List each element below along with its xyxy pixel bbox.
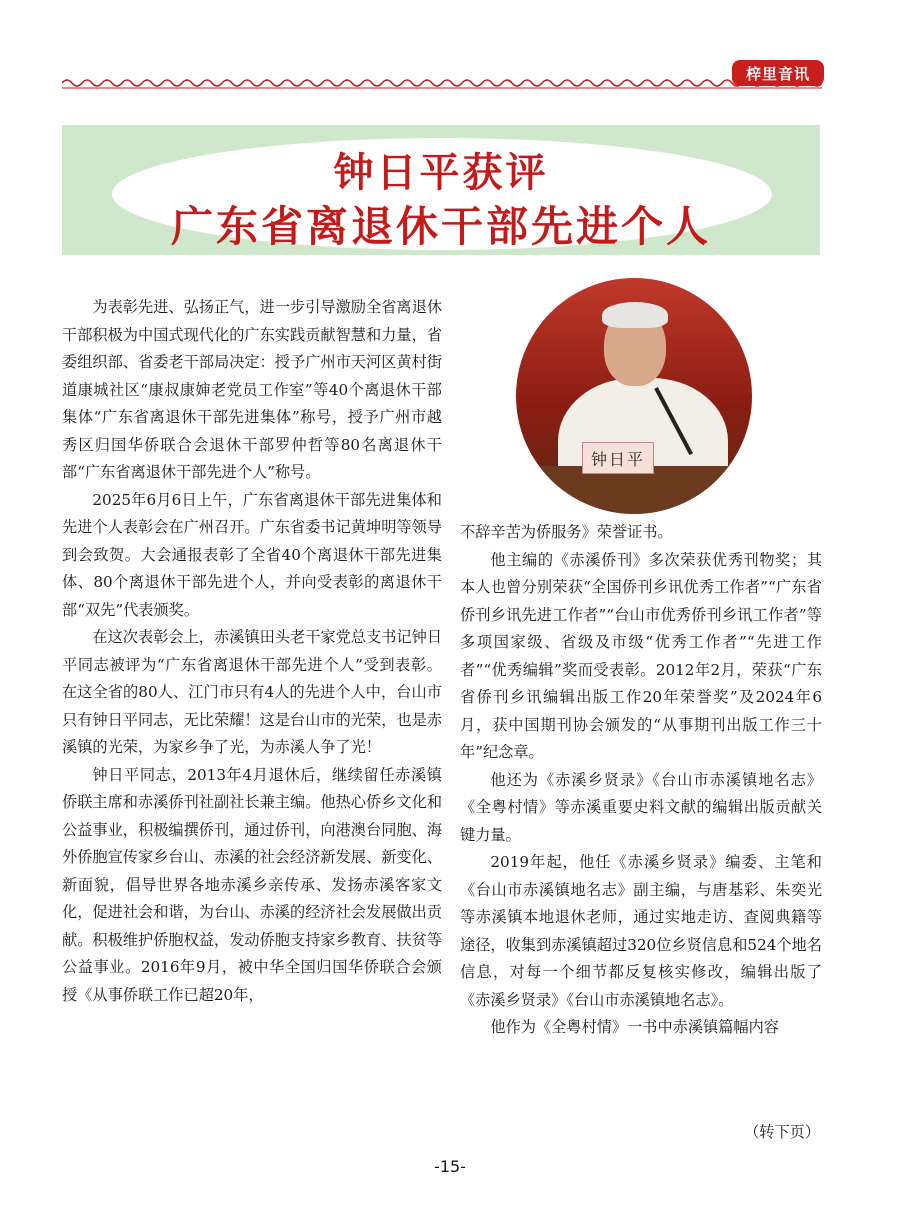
article-title-line2: 广东省离退休干部先进个人 (170, 202, 711, 251)
header-wave-rule (62, 74, 822, 92)
paragraph: 2019年起，他任《赤溪乡贤录》编委、主笔和《台山市赤溪镇地名志》副主编，与唐基彩、朱奕光等赤溪镇本地退休老师，通过实地走访、查阅典籍等途径，收集到赤溪镇超过320位乡贤信息和524个地名信息，对每一个细节都反复核实修改，编辑出版了《赤溪乡贤录》《台山市赤溪镇地名志》。 (460, 853, 822, 1009)
nameplate: 钟日平 (582, 442, 654, 474)
paragraph: 为表彰先进、弘扬正气，进一步引导激励全省离退休干部积极为中国式现代化的广东实践贡献智慧和力量，省委组织部、省委老干部局决定：授予广州市天河区黄村街道康城社区“康叔康婶老党员工作室”等40个离退休干部集体“广东省离退休干部先进集体”称号，授予广州市越秀区归国华侨联合会退休干部罗仲哲等80名离退休干部“广东省离退休干部先进个人”称号。 (62, 298, 442, 481)
left-column (62, 294, 442, 1009)
right-column (460, 519, 822, 1042)
section-tag: 梓里音讯 (732, 60, 824, 86)
photo-hair (602, 302, 668, 328)
portrait-photo (516, 278, 752, 514)
paragraph: 他还为《赤溪乡贤录》《台山市赤溪镇地名志》《全粤村情》等赤溪重要史料文献的编辑出版贡献关键力量。 (460, 770, 822, 844)
paragraph: 他主编的《赤溪侨刊》多次荣获优秀刊物奖；其本人也曾分别荣获“全国侨刊乡讯优秀工作者”“广东省侨刊乡讯先进工作者”“台山市优秀侨刊乡讯工作者”等多项国家级、省级及市级“优秀工作者”“先进工作者”“优秀编辑”奖而受表彰。2012年2月，荣获“广东省侨刊乡讯编辑出版工作20年荣誉奖”及2024年6月，获中国期刊协会颁发的“从事期刊出版工作三十年”纪念章。 (460, 550, 822, 761)
paragraph: 在这次表彰会上，赤溪镇田头老干家党总支书记钟日平同志被评为“广东省离退休干部先进个人”受到表彰。在这全省的80人、江门市只有4人的先进个人中，台山市只有钟日平同志，无比荣耀！这是台山市的光荣，也是赤溪镇的光荣，为家乡争了光，为赤溪人争了光！ (62, 628, 442, 756)
page-number: -15- (434, 1157, 466, 1176)
paragraph-continuation: 不辞辛苦为侨服务》荣誉证书。 (460, 523, 673, 541)
paragraph: 钟日平同志，2013年4月退休后，继续留任赤溪镇侨联主席和赤溪侨刊社副社长兼主编。他热心侨乡文化和公益事业，积极编撰侨刊，通过侨刊，向港澳台同胞、海外侨胞宣传家乡台山、赤溪的社会经济新发展、新变化、新面貌，倡导世界各地赤溪乡亲传承、发扬赤溪客家文化，促进社会和谐，为台山、赤溪的经济社会发展做出贡献。积极维护侨胞权益，发动侨胞支持家乡教育、扶贫等公益事业。2016年9月，被中华全国归国华侨联合会颁授《从事侨联工作已超20年， (62, 765, 442, 1004)
article-title-line1: 钟日平获评 (333, 150, 549, 196)
paragraph: 他作为《全粤村情》一书中赤溪镇篇幅内容 (490, 1018, 779, 1036)
continue-note: （转下页） (744, 1123, 820, 1141)
paragraph: 2025年6月6日上午，广东省离退休干部先进集体和先进个人表彰会在广州召开。广东省委书记黄坤明等领导到会致贺。大会通报表彰了全省40个离退休干部先进集体、80个离退休干部先进个人，并向受表彰的离退休干部“双先”代表颁奖。 (62, 490, 442, 619)
